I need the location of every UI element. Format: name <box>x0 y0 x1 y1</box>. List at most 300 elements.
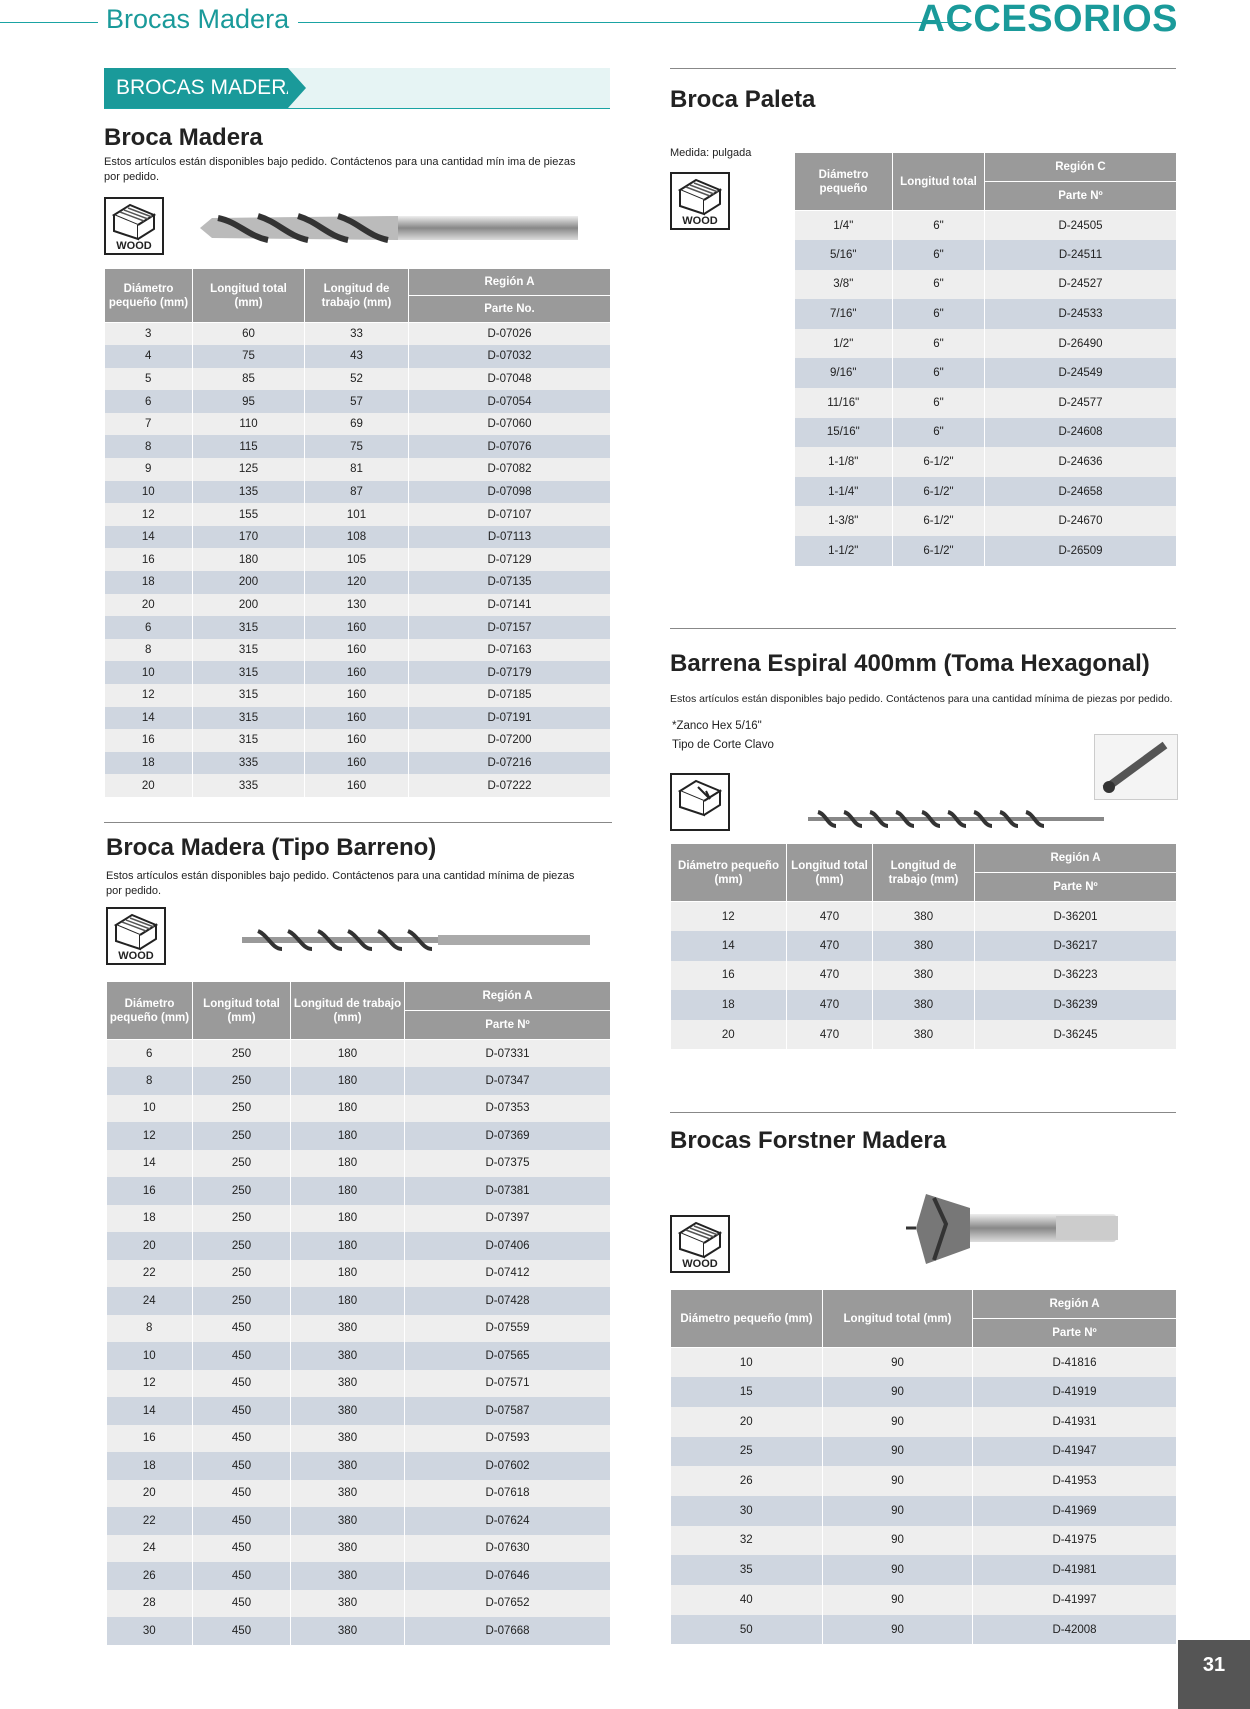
col-longitud-trabajo: Longitud de trabajo (mm) <box>873 844 975 902</box>
col-parte: Parte Nº <box>975 873 1177 902</box>
table-cell: 180 <box>291 1150 405 1178</box>
table-cell: D-07375 <box>405 1150 611 1178</box>
table-cell: 14 <box>671 931 787 961</box>
table-cell: D-07412 <box>405 1260 611 1288</box>
table-cell: 90 <box>823 1348 973 1378</box>
section-banner <box>104 68 610 109</box>
table-cell: D-07593 <box>405 1425 611 1453</box>
banner-label: BROCAS MADERA <box>104 68 288 108</box>
table-cell: D-07369 <box>405 1122 611 1150</box>
col-region: Región A <box>975 844 1177 873</box>
table-cell: 6" <box>893 418 985 448</box>
table-cell: D-41919 <box>973 1377 1177 1407</box>
table-cell: 180 <box>291 1040 405 1068</box>
table-cell: D-07331 <box>405 1040 611 1068</box>
table-cell: 101 <box>305 503 409 526</box>
broca-paleta-table <box>794 152 1177 566</box>
forstner-table <box>670 1289 1177 1644</box>
table-cell: 120 <box>305 571 409 594</box>
table-cell: 5 <box>105 368 193 391</box>
table-cell: D-24658 <box>985 477 1177 507</box>
barrena-espiral-table <box>670 843 1177 1049</box>
table-row <box>107 1452 611 1480</box>
table-cell: 12 <box>107 1122 193 1150</box>
wood-icon <box>670 172 730 230</box>
table-cell: D-41947 <box>973 1437 1177 1467</box>
table-cell: 20 <box>105 594 193 617</box>
table-row <box>671 1348 1177 1378</box>
spiral-auger-image <box>804 808 1108 830</box>
table-cell: D-41997 <box>973 1585 1177 1615</box>
col-diametro: Diámetro pequeño (mm) <box>671 1290 823 1348</box>
col-longitud-trabajo: Longitud de trabajo (mm) <box>305 269 409 323</box>
table-cell: 115 <box>193 435 305 458</box>
table-cell: 75 <box>193 345 305 368</box>
table-cell: 250 <box>193 1232 291 1260</box>
table-cell: D-41816 <box>973 1348 1177 1378</box>
table-cell: D-07587 <box>405 1397 611 1425</box>
table-cell: D-07185 <box>409 684 611 707</box>
table-cell: 18 <box>105 571 193 594</box>
table-cell: 450 <box>193 1425 291 1453</box>
table-cell: 450 <box>193 1370 291 1398</box>
table-cell: 10 <box>671 1348 823 1378</box>
table-cell: 108 <box>305 526 409 549</box>
table-cell: D-07406 <box>405 1232 611 1260</box>
table-cell: 16 <box>105 548 193 571</box>
table-cell: 18 <box>671 990 787 1020</box>
table-cell: D-07157 <box>409 616 611 639</box>
col-longitud-total: Longitud total (mm) <box>193 982 291 1040</box>
table-cell: 20 <box>107 1480 193 1508</box>
table-cell: 18 <box>105 752 193 775</box>
table-row <box>107 1315 611 1343</box>
forstner-title: Brocas Forstner Madera <box>670 1127 947 1154</box>
table-cell: 40 <box>671 1585 823 1615</box>
table-cell: 16 <box>671 961 787 991</box>
table-cell: 8 <box>105 435 193 458</box>
table-cell: D-24636 <box>985 447 1177 477</box>
table-cell: 20 <box>105 774 193 797</box>
table-cell: 180 <box>291 1260 405 1288</box>
table-cell: D-36217 <box>975 931 1177 961</box>
table-cell: D-07624 <box>405 1507 611 1535</box>
table-cell: 315 <box>193 729 305 752</box>
table-row <box>671 990 1177 1020</box>
table-cell: 450 <box>193 1590 291 1618</box>
table-cell: 87 <box>305 481 409 504</box>
table-row <box>105 616 611 639</box>
table-cell: 450 <box>193 1397 291 1425</box>
table-cell: 1-3/8" <box>795 506 893 536</box>
table-cell: 1/2" <box>795 329 893 359</box>
wood-label: WOOD <box>116 240 152 252</box>
table-cell: 160 <box>305 661 409 684</box>
table-cell: 200 <box>193 594 305 617</box>
table-cell: D-07054 <box>409 390 611 413</box>
table-cell: 18 <box>107 1452 193 1480</box>
table-cell: D-24527 <box>985 270 1177 300</box>
table-cell: 30 <box>671 1496 823 1526</box>
table-cell: D-07141 <box>409 594 611 617</box>
table-cell: D-07179 <box>409 661 611 684</box>
table-cell: D-24670 <box>985 506 1177 536</box>
table-cell: 380 <box>291 1315 405 1343</box>
table-cell: 160 <box>305 707 409 730</box>
table-row <box>795 270 1177 300</box>
table-row <box>671 1020 1177 1050</box>
table-cell: 380 <box>291 1452 405 1480</box>
table-cell: D-24608 <box>985 418 1177 448</box>
table-row <box>105 548 611 571</box>
table-row <box>795 506 1177 536</box>
table-cell: 90 <box>823 1437 973 1467</box>
table-cell: 6" <box>893 299 985 329</box>
wood-icon <box>104 197 164 255</box>
table-cell: 6-1/2" <box>893 536 985 566</box>
banner-arrow <box>288 68 306 108</box>
table-cell: D-07222 <box>409 774 611 797</box>
table-cell: 315 <box>193 661 305 684</box>
col-parte: Parte Nº <box>985 182 1177 211</box>
table-cell: 105 <box>305 548 409 571</box>
table-cell: 22 <box>107 1507 193 1535</box>
table-row <box>671 902 1177 932</box>
barrena-espiral-title: Barrena Espiral 400mm (Toma Hexagonal) <box>670 650 1150 677</box>
table-row <box>795 447 1177 477</box>
table-cell: 380 <box>873 1020 975 1050</box>
col-diametro: Diámetro pequeño (mm) <box>105 269 193 323</box>
table-cell: 7 <box>105 413 193 436</box>
table-row <box>671 1466 1177 1496</box>
table-cell: 10 <box>107 1095 193 1123</box>
table-cell: 90 <box>823 1615 973 1645</box>
table-row <box>107 1122 611 1150</box>
table-cell: 160 <box>305 616 409 639</box>
table-cell: 18 <box>107 1205 193 1233</box>
table-row <box>671 961 1177 991</box>
table-cell: 250 <box>193 1067 291 1095</box>
table-cell: D-24549 <box>985 358 1177 388</box>
table-cell: 85 <box>193 368 305 391</box>
table-cell: 250 <box>193 1287 291 1315</box>
table-cell: 250 <box>193 1205 291 1233</box>
table-cell: 135 <box>193 481 305 504</box>
table-cell: 33 <box>305 323 409 346</box>
table-cell: 8 <box>105 639 193 662</box>
col-diametro: Diámetro pequeño <box>795 153 893 211</box>
table-cell: 450 <box>193 1315 291 1343</box>
table-cell: 450 <box>193 1342 291 1370</box>
table-cell: 12 <box>671 902 787 932</box>
col-parte: Parte Nº <box>973 1319 1177 1348</box>
table-cell: 470 <box>787 931 873 961</box>
table-cell: 180 <box>291 1095 405 1123</box>
table-cell: D-07107 <box>409 503 611 526</box>
table-cell: 160 <box>305 729 409 752</box>
table-cell: 9/16" <box>795 358 893 388</box>
table-cell: 90 <box>823 1466 973 1496</box>
table-cell: 11/16" <box>795 388 893 418</box>
table-cell: 25 <box>671 1437 823 1467</box>
table-row <box>105 571 611 594</box>
table-cell: 315 <box>193 684 305 707</box>
table-cell: 16 <box>105 729 193 752</box>
table-cell: 155 <box>193 503 305 526</box>
table-cell: 6" <box>893 240 985 270</box>
table-cell: 90 <box>823 1555 973 1585</box>
table-cell: D-41969 <box>973 1496 1177 1526</box>
category-title: ACCESORIOS <box>917 0 1178 40</box>
table-row <box>105 684 611 707</box>
barrena-spec-corte: Tipo de Corte Clavo <box>672 739 774 751</box>
table-cell: 110 <box>193 413 305 436</box>
table-cell: 1-1/4" <box>795 477 893 507</box>
table-row <box>107 1507 611 1535</box>
wood-icon <box>670 1215 730 1273</box>
table-row <box>105 526 611 549</box>
table-cell: 7/16" <box>795 299 893 329</box>
table-cell: 16 <box>107 1425 193 1453</box>
section-title: Brocas Madera <box>106 4 290 34</box>
table-cell: 90 <box>823 1377 973 1407</box>
table-cell: 450 <box>193 1452 291 1480</box>
table-cell: 6" <box>893 358 985 388</box>
table-cell: 380 <box>291 1535 405 1563</box>
table-row <box>107 1370 611 1398</box>
table-cell: 43 <box>305 345 409 368</box>
table-cell: 380 <box>291 1342 405 1370</box>
table-row <box>671 931 1177 961</box>
table-row <box>795 477 1177 507</box>
table-cell: 180 <box>291 1287 405 1315</box>
broca-madera-note: Estos artículos están disponibles bajo pedido. Contáctenos para una cantidad mín ima de piezas por pedido. <box>104 156 576 183</box>
col-longitud-total: Longitud total <box>893 153 985 211</box>
col-region: Región A <box>973 1290 1177 1319</box>
table-cell: 60 <box>193 323 305 346</box>
table-row <box>105 639 611 662</box>
col-diametro: Diámetro pequeño (mm) <box>671 844 787 902</box>
table-cell: 35 <box>671 1555 823 1585</box>
table-cell: 180 <box>291 1122 405 1150</box>
col-region: Región A <box>405 982 611 1011</box>
table-cell: D-36239 <box>975 990 1177 1020</box>
table-cell: 380 <box>291 1617 405 1645</box>
table-cell: 160 <box>305 774 409 797</box>
table-row <box>671 1585 1177 1615</box>
table-cell: D-36201 <box>975 902 1177 932</box>
forstner-bit-image <box>906 1184 1126 1274</box>
table-cell: 170 <box>193 526 305 549</box>
table-row <box>795 418 1177 448</box>
table-cell: 20 <box>671 1407 823 1437</box>
table-cell: 28 <box>107 1590 193 1618</box>
table-cell: 3/8" <box>795 270 893 300</box>
table-cell: 57 <box>305 390 409 413</box>
table-cell: D-07135 <box>409 571 611 594</box>
table-cell: 22 <box>107 1260 193 1288</box>
table-row <box>105 774 611 797</box>
table-row <box>107 1617 611 1645</box>
table-cell: 81 <box>305 458 409 481</box>
table-cell: 26 <box>671 1466 823 1496</box>
broca-madera-table <box>104 268 611 797</box>
table-cell: 1-1/2" <box>795 536 893 566</box>
table-cell: 450 <box>193 1507 291 1535</box>
table-cell: 380 <box>873 990 975 1020</box>
table-cell: D-41931 <box>973 1407 1177 1437</box>
table-cell: 315 <box>193 707 305 730</box>
table-cell: 335 <box>193 752 305 775</box>
table-cell: 24 <box>107 1535 193 1563</box>
table-row <box>795 211 1177 241</box>
table-cell: 10 <box>107 1342 193 1370</box>
table-cell: 5/16" <box>795 240 893 270</box>
table-cell: 12 <box>105 684 193 707</box>
table-cell: D-07060 <box>409 413 611 436</box>
table-cell: 470 <box>787 961 873 991</box>
broca-paleta-title: Broca Paleta <box>670 86 816 113</box>
table-row <box>107 1590 611 1618</box>
table-cell: D-07559 <box>405 1315 611 1343</box>
table-cell: 250 <box>193 1260 291 1288</box>
hex-shank-detail-image <box>1094 734 1178 800</box>
table-cell: 14 <box>105 707 193 730</box>
table-row <box>671 1526 1177 1556</box>
table-cell: D-07652 <box>405 1590 611 1618</box>
table-cell: 6 <box>105 616 193 639</box>
table-row <box>107 1287 611 1315</box>
table-row <box>105 390 611 413</box>
table-cell: D-26490 <box>985 329 1177 359</box>
broca-madera-title: Broca Madera <box>104 124 263 151</box>
col-parte: Parte No. <box>409 296 611 323</box>
table-cell: 9 <box>105 458 193 481</box>
table-cell: 26 <box>107 1562 193 1590</box>
table-row <box>107 1535 611 1563</box>
table-cell: D-41981 <box>973 1555 1177 1585</box>
table-cell: 75 <box>305 435 409 458</box>
table-row <box>105 707 611 730</box>
table-row <box>105 435 611 458</box>
table-row <box>105 594 611 617</box>
table-row <box>107 1232 611 1260</box>
table-cell: D-07098 <box>409 481 611 504</box>
table-row <box>795 240 1177 270</box>
table-row <box>107 1040 611 1068</box>
table-cell: D-36245 <box>975 1020 1177 1050</box>
table-cell: D-07353 <box>405 1095 611 1123</box>
table-cell: D-07397 <box>405 1205 611 1233</box>
table-cell: 160 <box>305 639 409 662</box>
table-cell: D-07048 <box>409 368 611 391</box>
broca-barreno-table <box>106 981 611 1645</box>
table-cell: 380 <box>291 1397 405 1425</box>
broca-barreno-note: Estos artículos están disponibles bajo pedido. Contáctenos para una cantidad mínima de piezas por pedido. <box>106 870 575 897</box>
table-row <box>107 1205 611 1233</box>
table-cell: 380 <box>291 1480 405 1508</box>
table-cell: 180 <box>193 548 305 571</box>
table-cell: D-07618 <box>405 1480 611 1508</box>
table-row <box>105 413 611 436</box>
table-cell: D-26509 <box>985 536 1177 566</box>
table-row <box>795 299 1177 329</box>
table-cell: 380 <box>873 961 975 991</box>
table-cell: 52 <box>305 368 409 391</box>
table-row <box>671 1377 1177 1407</box>
table-cell: 125 <box>193 458 305 481</box>
table-cell: 69 <box>305 413 409 436</box>
table-row <box>107 1260 611 1288</box>
table-cell: 380 <box>291 1507 405 1535</box>
table-cell: 380 <box>291 1562 405 1590</box>
table-cell: D-07571 <box>405 1370 611 1398</box>
table-cell: D-41975 <box>973 1526 1177 1556</box>
table-cell: D-07082 <box>409 458 611 481</box>
col-parte: Parte Nº <box>405 1011 611 1040</box>
table-cell: D-24505 <box>985 211 1177 241</box>
table-cell: 90 <box>823 1585 973 1615</box>
table-cell: 315 <box>193 639 305 662</box>
table-cell: 32 <box>671 1526 823 1556</box>
table-row <box>107 1067 611 1095</box>
table-row <box>671 1496 1177 1526</box>
table-cell: 250 <box>193 1122 291 1150</box>
table-cell: 6-1/2" <box>893 447 985 477</box>
table-cell: 3 <box>105 323 193 346</box>
table-cell: 6" <box>893 270 985 300</box>
table-cell: D-24533 <box>985 299 1177 329</box>
table-cell: D-24511 <box>985 240 1177 270</box>
table-cell: 160 <box>305 752 409 775</box>
table-cell: 250 <box>193 1095 291 1123</box>
table-row <box>107 1177 611 1205</box>
col-region: Región C <box>985 153 1177 182</box>
wood-icon <box>670 773 730 831</box>
table-cell: D-36223 <box>975 961 1177 991</box>
brad-point-drill-image <box>198 208 580 250</box>
table-row <box>795 536 1177 566</box>
barrena-spec-hex: *Zanco Hex 5/16" <box>672 720 762 732</box>
table-cell: 380 <box>873 902 975 932</box>
wood-label: WOOD <box>682 215 718 227</box>
table-cell: 12 <box>107 1370 193 1398</box>
table-cell: 380 <box>291 1370 405 1398</box>
table-row <box>105 368 611 391</box>
table-row <box>105 345 611 368</box>
table-cell: D-07565 <box>405 1342 611 1370</box>
table-cell: 6" <box>893 388 985 418</box>
table-cell: 90 <box>823 1407 973 1437</box>
table-row <box>105 729 611 752</box>
table-cell: 470 <box>787 990 873 1020</box>
table-cell: 1/4" <box>795 211 893 241</box>
wood-icon <box>106 907 166 965</box>
table-cell: D-24577 <box>985 388 1177 418</box>
table-cell: 450 <box>193 1617 291 1645</box>
table-cell: 380 <box>291 1590 405 1618</box>
table-row <box>671 1437 1177 1467</box>
table-cell: D-07646 <box>405 1562 611 1590</box>
table-cell: 95 <box>193 390 305 413</box>
table-row <box>671 1615 1177 1645</box>
table-cell: D-41953 <box>973 1466 1177 1496</box>
auger-drill-image <box>238 925 594 955</box>
table-row <box>107 1150 611 1178</box>
barrena-espiral-note: Estos artículos están disponibles bajo pedido. Contáctenos para una cantidad mínima de piezas por pedido. <box>670 693 1173 705</box>
table-cell: 20 <box>671 1020 787 1050</box>
table-row <box>671 1407 1177 1437</box>
